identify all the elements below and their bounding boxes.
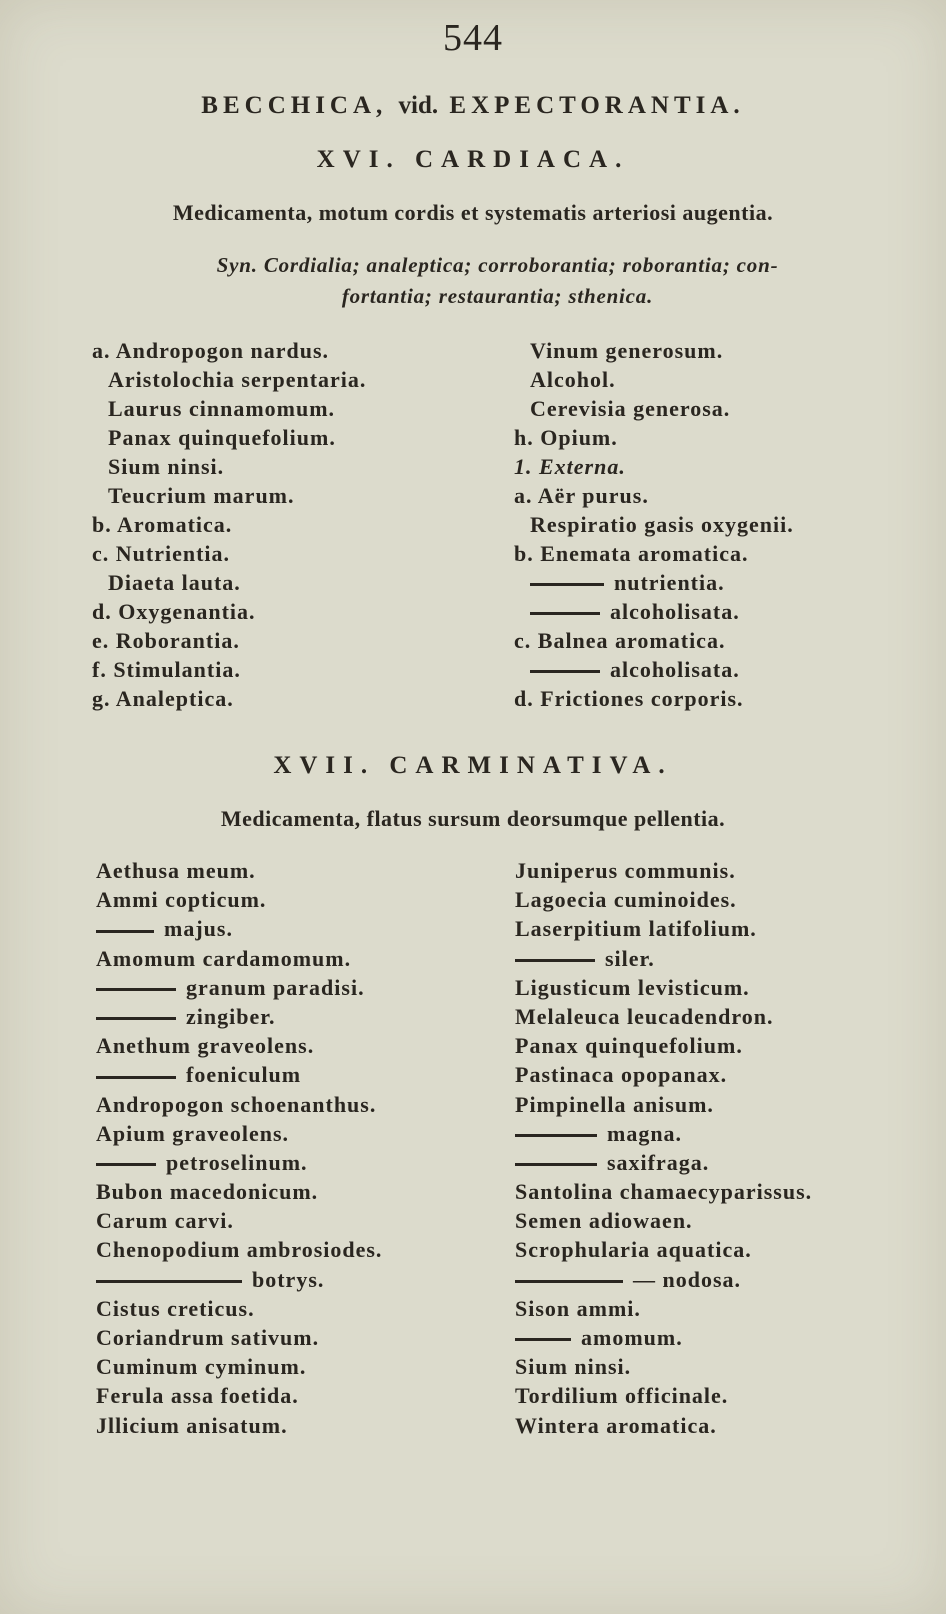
list-item-text: Panax quinquefolium.: [108, 425, 336, 450]
vid-word: vid.: [398, 92, 439, 119]
list-item: [515, 1177, 812, 1206]
ditto-dash: [96, 930, 154, 933]
ditto-dash: [515, 1338, 571, 1341]
list-item-text: Coriandrum sativum.: [96, 1325, 320, 1350]
list-item: [96, 885, 382, 914]
list-item: [96, 1265, 382, 1294]
list-item-text: Andropogon schoenanthus.: [96, 1091, 377, 1117]
cardiaca-description: Medicamenta, motum cordis et systematis arteriosi augentia.: [172, 200, 774, 225]
cardiaca-right-column: [514, 336, 794, 713]
list-item: [96, 973, 382, 1002]
list-item: [515, 914, 812, 943]
list-item-text: Cuminum cyminum.: [96, 1354, 307, 1380]
list-item-text: Aristolochia serpentaria.: [108, 367, 367, 392]
list-item: [515, 1206, 812, 1235]
list-item-text: granum paradisi.: [186, 974, 365, 1000]
ditto-dash: [96, 1163, 156, 1166]
list-item-text: Ferula assa foetida.: [96, 1383, 299, 1409]
list-item: [92, 539, 366, 568]
list-item: [96, 1206, 382, 1235]
list-item: [92, 655, 366, 684]
list-item: [515, 1381, 812, 1410]
list-item-text: 1. Externa.: [514, 454, 626, 479]
list-item: [514, 626, 794, 655]
list-item: [92, 510, 366, 539]
list-item-text: Ligusticum levisticum.: [515, 974, 750, 1000]
ditto-dash: [96, 1076, 176, 1079]
list-item-text: c. Nutrientia.: [92, 541, 231, 566]
list-item: [92, 597, 366, 626]
list-item-text: Sison ammi.: [515, 1295, 641, 1321]
list-item-text: Panax quinquefolium.: [515, 1033, 743, 1059]
list-item: [92, 423, 366, 452]
list-item-text: nutrientia.: [614, 570, 725, 595]
list-item-text: Carum carvi.: [96, 1208, 234, 1234]
list-item-text: zingiber.: [186, 1003, 276, 1029]
list-item-text: alcoholisata.: [610, 599, 740, 624]
list-item: [515, 1060, 812, 1089]
becchica-term: BECCHICA,: [201, 92, 388, 119]
list-item: [96, 1235, 382, 1264]
list-item-text: c. Balnea aromatica.: [514, 628, 726, 653]
list-item-text: saxifraga.: [607, 1149, 710, 1175]
list-item: [92, 452, 366, 481]
list-item: [92, 568, 366, 597]
list-item-text: d. Frictiones corporis.: [514, 686, 744, 711]
list-item-text: Scrophularia aquatica.: [515, 1237, 752, 1263]
list-item: [92, 394, 366, 423]
list-item-text: Vinum generosum.: [530, 338, 724, 363]
ditto-dash: [530, 612, 600, 615]
synonyms-line-2: fortantia; restaurantia; sthenica.: [341, 284, 654, 308]
list-item-text: Pimpinella anisum.: [515, 1091, 714, 1117]
list-item-text: b. Aromatica.: [92, 512, 233, 537]
list-item-text: Sium ninsi.: [515, 1354, 632, 1380]
list-item: [515, 1265, 812, 1294]
section-heading-cardiaca: XVI. CARDIACA.: [316, 146, 630, 173]
list-item: [96, 1119, 382, 1148]
list-item: [514, 597, 794, 626]
ditto-dash: [530, 583, 604, 586]
list-item: [514, 568, 794, 597]
list-item-text: foeniculum: [186, 1062, 302, 1088]
list-item-text: amomum.: [581, 1325, 683, 1350]
list-item-text: Lagoecia cuminoides.: [515, 887, 737, 913]
list-item-text: e. Roborantia.: [92, 628, 240, 653]
list-item-text: Melaleuca leucadendron.: [515, 1003, 774, 1029]
carminativa-right-column: [515, 856, 812, 1440]
list-item: [96, 1381, 382, 1410]
list-item: [96, 1352, 382, 1381]
list-item-text: a. Aër purus.: [514, 483, 649, 508]
list-item-text: Sium ninsi.: [108, 454, 225, 479]
list-item: [96, 1411, 382, 1440]
list-item-text: Bubon macedonicum.: [96, 1179, 319, 1205]
list-item: [515, 1294, 812, 1323]
list-item-text: Amomum cardamomum.: [96, 945, 352, 971]
list-item: [514, 655, 794, 684]
list-item-text: Laurus cinnamomum.: [108, 396, 336, 421]
list-item-text: Laserpitium latifolium.: [515, 916, 757, 942]
list-item: [515, 885, 812, 914]
list-item-text: Juniperus communis.: [515, 858, 736, 883]
list-item-text: Teucrium marum.: [108, 483, 295, 508]
cross-reference-heading: [0, 92, 946, 120]
list-item: [515, 973, 812, 1002]
list-item: [514, 481, 794, 510]
list-item-text: Ammi copticum.: [96, 887, 267, 913]
ditto-dash: [515, 959, 595, 962]
ditto-dash: [96, 1280, 242, 1283]
list-item: [92, 365, 366, 394]
list-item: [515, 1090, 812, 1119]
page-number: 544: [443, 17, 503, 59]
list-item-text: h. Opium.: [514, 425, 618, 450]
list-item: [96, 1002, 382, 1031]
list-item-text: Diaeta lauta.: [108, 570, 241, 595]
list-item: [96, 1323, 382, 1352]
list-item-text: magna.: [607, 1120, 683, 1146]
list-item: [96, 1148, 382, 1177]
list-item-text: g. Analeptica.: [92, 686, 234, 711]
list-item: [515, 1148, 812, 1177]
list-item-text: Tordilium officinale.: [515, 1383, 729, 1409]
ditto-dash: [515, 1134, 597, 1137]
list-item: [515, 856, 812, 885]
list-item: [92, 336, 366, 365]
list-item: [514, 510, 794, 539]
list-item: [96, 914, 382, 943]
list-item-text: siler.: [605, 945, 655, 971]
list-item: [92, 626, 366, 655]
synonyms-block: [90, 250, 905, 312]
carminativa-left-column: [96, 856, 382, 1440]
list-item: [515, 1352, 812, 1381]
list-item: [96, 1031, 382, 1060]
list-item-text: d. Oxygenantia.: [92, 599, 256, 624]
list-item-text: Anethum graveolens.: [96, 1033, 315, 1059]
synonyms-line-1: [90, 250, 905, 281]
list-item-text: Cerevisia generosa.: [530, 396, 731, 421]
list-item: [514, 684, 794, 713]
list-item-text: Aethusa meum.: [96, 858, 256, 883]
list-item-text: alcoholisata.: [610, 657, 740, 682]
list-item-text: Apium graveolens.: [96, 1120, 289, 1146]
list-item-text: f. Stimulantia.: [92, 657, 241, 682]
synonyms-label: Syn.: [216, 253, 258, 277]
list-item: [514, 539, 794, 568]
list-item: [515, 1323, 812, 1352]
list-item: [515, 1031, 812, 1060]
list-item-text: Respiratio gasis oxygenii.: [530, 512, 794, 537]
list-item-text: Pastinaca opopanax.: [515, 1062, 728, 1088]
expectorantia-term: EXPECTORANTIA.: [449, 92, 745, 119]
section-heading-carminativa: XVII. CARMINATIVA.: [273, 752, 673, 779]
list-item: [515, 1411, 812, 1440]
list-item: [515, 1002, 812, 1031]
list-item-text: Chenopodium ambrosiodes.: [96, 1237, 383, 1263]
list-item: [514, 336, 794, 365]
synonyms-text-1: Cordialia; analeptica; corroborantia; roborantia; con-: [263, 253, 779, 277]
list-item-text: Santolina chamaecyparissus.: [515, 1179, 813, 1205]
list-item: [92, 684, 366, 713]
list-item-text: b. Enemata aromatica.: [514, 541, 749, 566]
list-item: [92, 481, 366, 510]
ditto-dash: [96, 988, 176, 991]
ditto-dash: [515, 1163, 597, 1166]
list-item-text: a. Andropogon nardus.: [92, 338, 330, 363]
list-item-text: Alcohol.: [530, 367, 616, 392]
list-item-text: Semen adiowaen.: [515, 1208, 693, 1234]
ditto-dash: [530, 670, 600, 673]
list-item-text: petroselinum.: [166, 1149, 308, 1175]
list-item: [96, 1060, 382, 1089]
list-item: [514, 365, 794, 394]
list-item: [514, 394, 794, 423]
list-item: [514, 452, 794, 481]
list-item-text: botrys.: [252, 1266, 325, 1292]
list-item: [514, 423, 794, 452]
list-item-text: Jllicium anisatum.: [96, 1412, 288, 1438]
list-item-text: Cistus creticus.: [96, 1295, 255, 1321]
ditto-dash: [515, 1280, 623, 1283]
list-item: [96, 856, 382, 885]
list-item: [515, 944, 812, 973]
list-item-text: — nodosa.: [633, 1266, 742, 1292]
list-item: [96, 1090, 382, 1119]
list-item: [515, 1235, 812, 1264]
list-item-text: Wintera aromatica.: [515, 1412, 717, 1438]
list-item: [96, 944, 382, 973]
carminativa-description: Medicamenta, flatus sursum deorsumque pellentia.: [220, 806, 726, 831]
cardiaca-left-column: [92, 336, 366, 713]
list-item: [515, 1119, 812, 1148]
list-item: [96, 1294, 382, 1323]
list-item: [96, 1177, 382, 1206]
list-item-text: majus.: [164, 916, 233, 942]
ditto-dash: [96, 1017, 176, 1020]
